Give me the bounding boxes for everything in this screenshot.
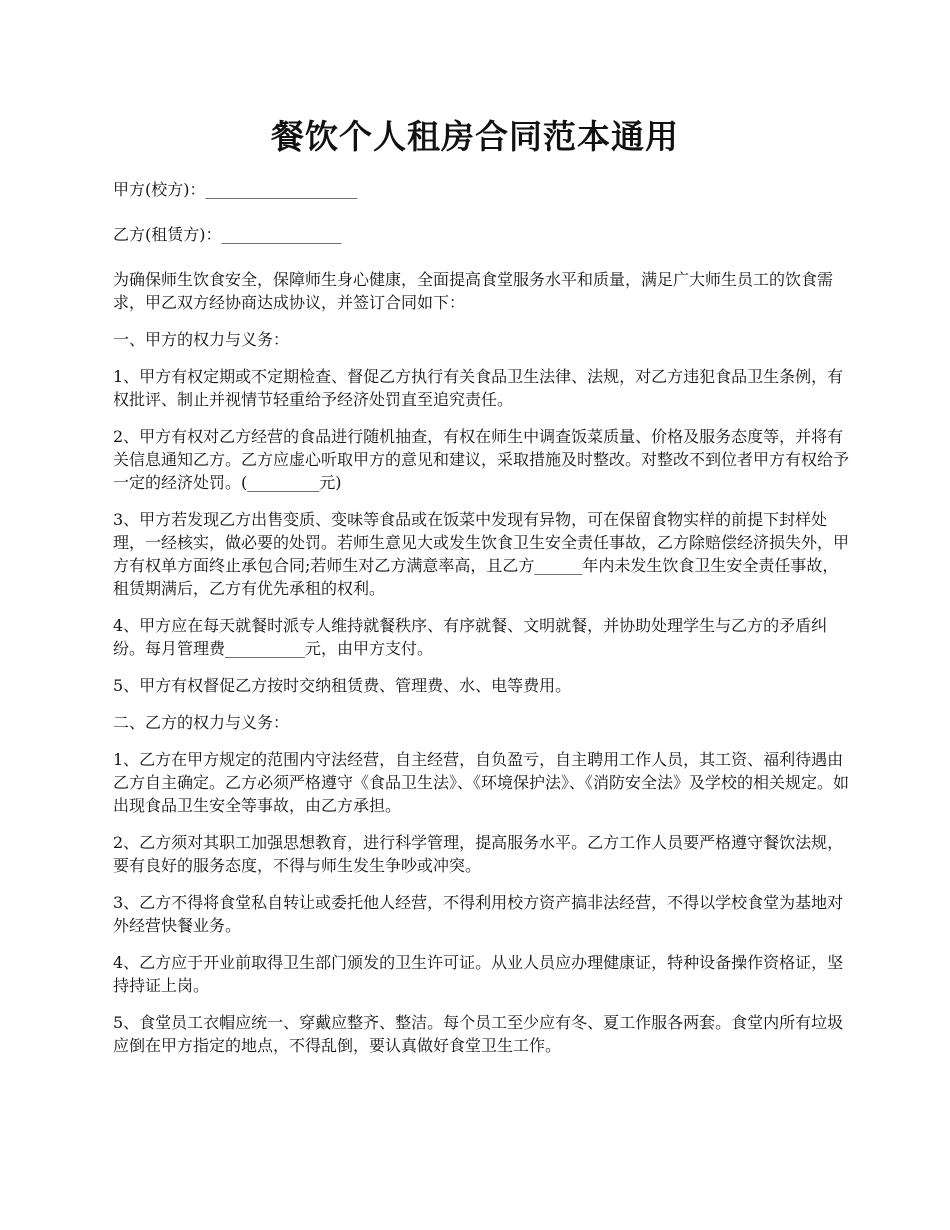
document-body <box>113 178 853 1071</box>
section-a-clause: 5、甲方有权督促乙方按时交纳租赁费、管理费、水、电等费用。 <box>113 676 572 695</box>
section-a-clause: 4、甲方应在每天就餐时派专人维持就餐秩序、有序就餐、文明就餐，并协助处理学生与乙方的矛盾纠纷。每月管理费__________元，由甲方支付。 <box>113 616 828 658</box>
section-a-clause: 1、甲方有权定期或不定期检查、督促乙方执行有关食品卫生法律、法规，对乙方违犯食品卫生条例，有权批评、制止并视情节轻重给予经济处罚直至追究责任。 <box>113 367 844 409</box>
section-b-clause: 1、乙方在甲方规定的范围内守法经营，自主经营，自负盈亏，自主聘用工作人员，其工资、福利待遇由乙方自主确定。乙方必须严格遵守《食品卫生法》、《环境保护法》、《消防安全法》及学校的相关规定。如出现食品卫生安全等事故，由乙方承担。 <box>113 750 850 815</box>
document-title: 餐饮个人租房合同范本通用 <box>271 117 679 156</box>
section-b-clause: 2、乙方须对其职工加强思想教育，进行科学管理，提高服务水平。乙方工作人员要严格遵守餐饮法规，要有良好的服务态度，不得与师生发生争吵或冲突。 <box>113 833 844 875</box>
section-b-clause: 5、食堂员工衣帽应统一、穿戴应整齐、整洁。每个员工至少应有冬、夏工作服各两套。食堂内所有垃圾应倒在甲方指定的地点，不得乱倒，要认真做好食堂卫生工作。 <box>113 1013 844 1055</box>
section-a-clause: 2、甲方有权对乙方经营的食品进行随机抽查，有权在师生中调查饭菜质量、价格及服务态度等，并将有关信息通知乙方。乙方应虚心听取甲方的意见和建议，采取措施及时整改。对整改不到位者甲方有权给予一定的经济处罚。(_________元) <box>113 427 850 492</box>
section-a-clause: 3、甲方若发现乙方出售变质、变味等食品或在饭菜中发现有异物，可在保留食物实样的前提下封样处理，一经核实，做必要的处罚。若师生意见大或发生饮食卫生安全责任事故，乙方除赔偿经济损失外，甲方有权单方面终止承包合同;若师生对乙方满意率高，且乙方______年内未发生饮食卫生安全责任事故，租赁期满后，乙方有优先承租的权利。 <box>113 510 850 598</box>
section-b-heading: 二、乙方的权力与义务： <box>113 713 290 732</box>
party-b-field: 乙方(租赁方)：_______________ <box>113 225 342 244</box>
section-b-clause: 3、乙方不得将食堂私自转让或委托他人经营，不得利用校方资产搞非法经营，不得以学校食堂为基地对外经营快餐业务。 <box>113 893 844 935</box>
section-a-heading: 一、甲方的权力与义务： <box>113 330 290 349</box>
section-b-clause: 4、乙方应于开业前取得卫生部门颁发的卫生许可证。从业人员应办理健康证，特种设备操作资格证，坚持持证上岗。 <box>113 953 844 995</box>
intro-paragraph: 为确保师生饮食安全，保障师生身心健康，全面提高食堂服务水平和质量，满足广大师生员工的饮食需求，甲乙双方经协商达成协议，并签订合同如下： <box>113 270 834 312</box>
party-a-field: 甲方(校方)：___________________ <box>113 180 358 199</box>
